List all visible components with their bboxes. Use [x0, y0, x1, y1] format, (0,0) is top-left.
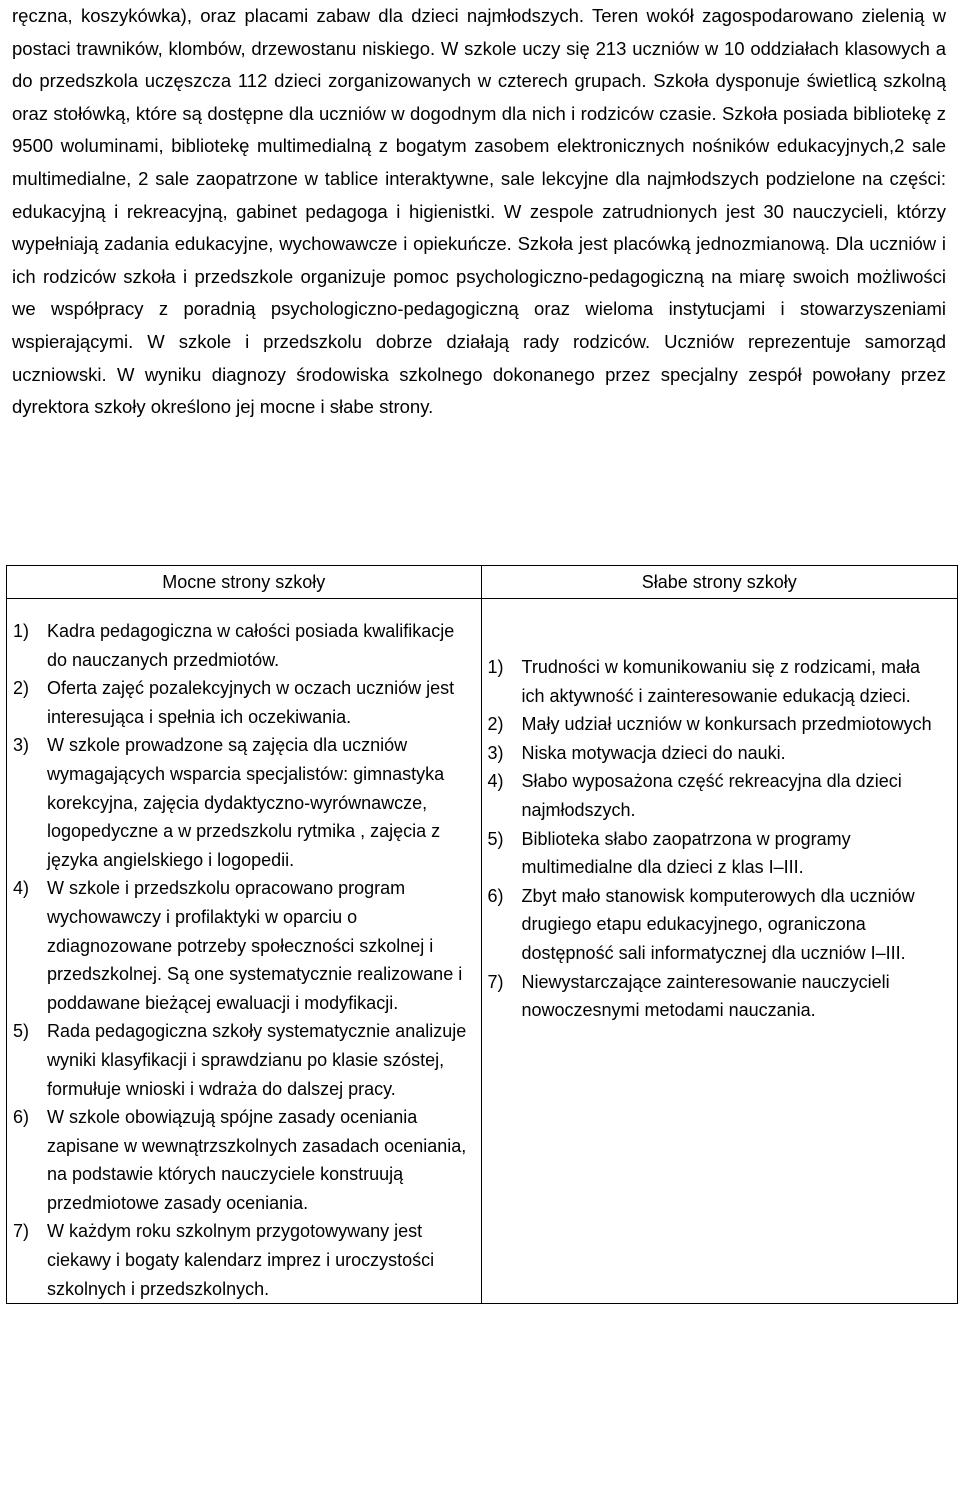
list-item: 5) Rada pedagogiczna szkoły systematycznie analizuje wyniki klasyfikacji i sprawdzianu po klasie szóstej, formułuje wnioski i wdraża do dalszej pracy. — [13, 1021, 467, 1099]
strengths-list — [7, 599, 481, 1303]
weaknesses-list — [482, 599, 958, 1025]
list-item: 2) Oferta zajęć pozalekcyjnych w oczach uczniów jest interesująca i spełnia ich oczekiwania. — [13, 678, 455, 727]
strengths-cell — [7, 599, 482, 1304]
weaknesses-cell — [481, 599, 958, 1304]
strengths-weaknesses-table — [6, 565, 958, 1304]
intro-paragraph: ręczna, koszykówka), oraz placami zabaw dla dzieci najmłodszych. Teren wokół zagospodarowano zielenią w postaci trawników, klombów, drzewostanu niskiego. W szkole uczy się 213 uczniów w 10 oddziałach klasowych a do przedszkola uczęszcza 112 dzieci zorganizowanych w czterech grupach. Szkoła dysponuje świetlicą szkolną oraz stołówką, które są dostępne dla uczniów w dogodnym dla nich i rodziców czasie. Szkoła posiada bibliotekę z 9500 woluminami, bibliotekę multimedialną z bogatym zasobem elektronicznych nośników edukacyjnych,2 sale multimedialne, 2 sale zaopatrzone w tablice interaktywne, sale lekcyjne dla najmłodszych podzielone na części: edukacyjną i rekreacyjną, gabinet pedagoga i higienistki. W zespole zatrudnionych jest 30 nauczycieli, którzy wypełniają zadania edukacyjne, wychowawcze i opiekuńcze. Szkoła jest placówką jednozmianową. Dla uczniów i ich rodziców szkoła i przedszkole organizuje pomoc psychologiczno-pedagogiczną na miarę swoich możliwości we współpracy z poradnią psychologiczno-pedagogiczną oraz wieloma instytucjami i stowarzyszeniami wspierającymi. W szkole i przedszkolu dobrze działają rady rodziców. Uczniów reprezentuje samorząd uczniowski. W wyniku diagnozy środowiska szkolnego dokonanego przez specjalny zespół powołany przez dyrektora szkoły określono jej mocne i słabe strony. — [12, 5, 946, 418]
header-strengths: Mocne strony szkoły — [7, 566, 482, 599]
header-weaknesses: Słabe strony szkoły — [481, 566, 958, 599]
list-item: 7) Niewystarczające zainteresowanie nauczycieli nowoczesnymi metodami nauczania. — [487, 971, 890, 1021]
list-item: 1) Kadra pedagogiczna w całości posiada kwalifikacje do nauczanych przedmiotów. — [13, 621, 455, 670]
list-item: 6) Zbyt mało stanowisk komputerowych dla uczniów drugiego etapu edukacyjnego, ograniczona dostępność sali informatycznej dla uczniów I–III. — [487, 885, 915, 963]
list-item: 7) W każdym roku szkolnym przygotowywany jest ciekawy i bogaty kalendarz imprez i uroczystości szkolnych i przedszkolnych. — [13, 1221, 435, 1299]
list-item: 2) Mały udział uczniów w konkursach przedmiotowych — [487, 714, 932, 735]
list-item: 5) Biblioteka słabo zaopatrzona w programy multimedialne dla dzieci z klas I–III. — [487, 828, 851, 878]
list-item: 6) W szkole obowiązują spójne zasady oceniania zapisane w wewnątrzszkolnych zasadach oceniania, na podstawie których nauczyciele konstruują przedmiotowe zasady oceniania. — [13, 1107, 467, 1213]
list-item: 3) Niska motywacja dzieci do nauki. — [487, 742, 786, 763]
list-item: 4) Słabo wyposażona część rekreacyjna dla dzieci najmłodszych. — [487, 771, 902, 820]
list-item: 4) W szkole i przedszkolu opracowano program wychowawczy i profilaktyki w oparciu o zdiagnozowane potrzeby społeczności szkolnej i przedszkolnej. Są one systematycznie realizowane i poddawane bieżącej ewaluacji i modyfikacji. — [13, 878, 463, 1013]
list-item: 3) W szkole prowadzone są zajęcia dla uczniów wymagających wsparcia specjalistów: gimnastyka korekcyjna, zajęcia dydaktyczno-wyrównawcze, logopedyczne a w przedszkolu rytmika , zajęcia z języka angielskiego i logopedii. — [13, 735, 445, 870]
list-item: 1) Trudności w komunikowaniu się z rodzicami, mała ich aktywność i zainteresowanie edukacją dzieci. — [487, 657, 920, 706]
